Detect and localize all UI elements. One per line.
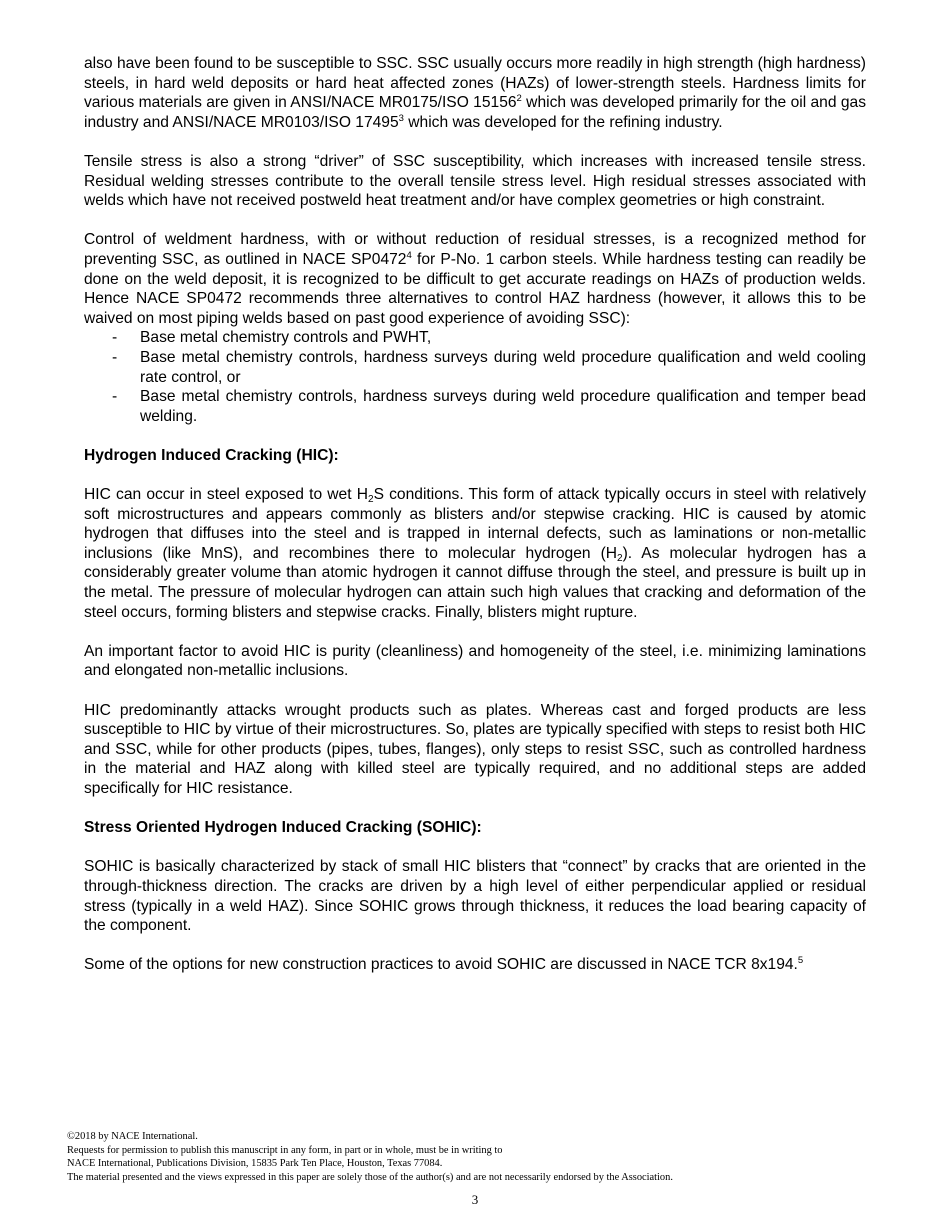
page-number: 3 [471, 1192, 479, 1207]
reference-4: 4 [406, 249, 412, 261]
subscript-2: 2 [617, 552, 623, 564]
copyright-line: ©2018 by NACE International. [67, 1131, 198, 1142]
paragraph-hic-products: HIC predominantly attacks wrought products such as plates. Whereas cast and forged products are less susceptible to HIC by virtue of their microstructures. So, plates are typically specified with steps to resist both HIC and SSC, while for other products (pipes, tubes, flanges), only steps to resist SSC, such as controlled hardness in the material and HAZ along with killed steel are typically required, and no additional steps are added specifically for HIC resistance. [84, 701, 866, 797]
disclaimer-line: The material presented and the views expressed in this paper are solely those of the author(s) and are not necessarily endorsed by the Association. [67, 1171, 673, 1183]
paragraph-sohic-description: SOHIC is basically characterized by stack of small HIC blisters that “connect” by cracks that are oriented in the through-thickness direction. The cracks are driven by a high level of either perpendicular applied or residual stress (typically in a weld HAZ). Since SOHIC grows through thickness, it reduces the load bearing capacity of the component. [84, 858, 866, 935]
paragraph-ssc-hardness: also have been found to be susceptible to SSC. SSC usually occurs more readily in high strength (high hardness) steels, in hard weld deposits or hard heat affected zones (HAZs) of lower-strength steels. Hardness limits for various materials are given in ANSI/NACE MR0175/ISO 15156$^2$ which was developed primarily for the oil and gas industry and ANSI/NACE MR0103/ISO 17495$^3$ which was developed for the refining industry. [84, 55, 867, 131]
copyright-footer [67, 1130, 887, 1184]
paragraph-tensile-stress: Tensile stress is also a strong “driver” of SSC susceptibility, which increases with increased tensile stress. Residual welding stresses contribute to the overall tensile stress level. High residual stresses associated with welds which have not received postweld heat treatment and/or have complex geometries or high constraint. [84, 152, 866, 210]
heading-hic: Hydrogen Induced Cracking (HIC): [84, 446, 339, 464]
reference-5: 5 [797, 955, 804, 967]
permission-line: Requests for permission to publish this manuscript in any form, in part or in whole, must be in writing to [67, 1144, 503, 1156]
list-item: - Base metal chemistry controls, hardness surveys during weld procedure qualification and weld cooling rate control, or [84, 348, 866, 387]
reference-2: 2 [516, 93, 522, 105]
address-line: NACE International, Publications Division, 15835 Park Ten Place, Houston, Texas 77084. [67, 1158, 443, 1170]
subscript-2: 2 [368, 494, 374, 506]
heading-sohic: Stress Oriented Hydrogen Induced Cracking (SOHIC): [84, 819, 482, 837]
paragraph-hic-mechanism: HIC can occur in steel exposed to wet $H_2S$ conditions. This form of attack typically occurs in steel with relatively soft microstructures and appears commonly as blisters and/or stepwise cracking. HIC is caused by atomic hydrogen that diffuses into the steel and is trapped in internal defects, such as laminations or non-metallic inclusions (like MnS), and recombines there to molecular hydrogen $(H_2)$. As molecular hydrogen has a considerably greater volume than atomic hydrogen it cannot diffuse through the steel, and pressure is built up in the metal. The pressure of molecular hydrogen can attain such high values that cracking and deformation of the steel occurs, forming blisters and stepwise cracks. Finally, blisters might rupture. [84, 486, 866, 621]
paragraph-hic-purity: An important factor to avoid HIC is purity (cleanliness) and homogeneity of the steel, i.e. minimizing laminations and elongated non-metallic inclusions. [84, 642, 866, 680]
paragraph-weldment-hardness: Control of weldment hardness, with or without reduction of residual stresses, is a recognized method for preventing SSC, as outlined in NACE SP0472$^4$ for P-No. 1 carbon steels. While hardness testing can readily be done on the weld deposit, it is recognized to be difficult to get accurate readings on HAZs of production welds. Hence NACE SP0472 recommends three alternatives to control HAZ hardness (however, it allows this to be waived on most piping welds based on past good experience of avoiding SSC): [84, 231, 866, 327]
alternatives-list [84, 328, 866, 426]
list-item: - Base metal chemistry controls and PWHT, [84, 328, 866, 348]
paragraph-sohic-options: Some of the options for new construction practices to avoid SOHIC are discussed in NACE TCR 8x194.$^5$ [84, 955, 804, 974]
document-body [84, 54, 866, 995]
reference-3: 3 [398, 112, 404, 124]
list-item: - Base metal chemistry controls, hardness surveys during weld procedure qualification and temper bead welding. [84, 387, 866, 426]
